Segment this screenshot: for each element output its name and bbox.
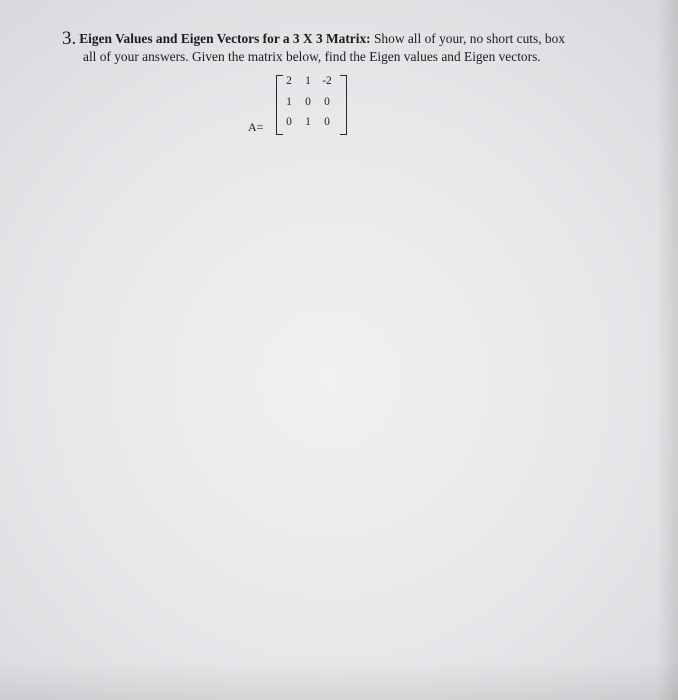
matrix-right-bracket <box>340 75 347 135</box>
matrix-cell: 2 <box>286 75 292 87</box>
problem-number: 3. <box>62 28 77 49</box>
matrix-cell: 1 <box>305 116 311 128</box>
matrix-cell: -2 <box>322 75 332 87</box>
matrix-cell: 1 <box>286 96 292 108</box>
matrix-cell: 0 <box>324 96 330 108</box>
page-bottom-shadow <box>0 660 678 700</box>
matrix-label: A= <box>248 120 264 134</box>
matrix-cell: 0 <box>286 116 292 128</box>
problem-heading: Eigen Values and Eigen Vectors for a 3 X 3 Matrix: <box>79 31 371 46</box>
matrix-cell: 0 <box>324 116 330 128</box>
matrix-cell: 0 <box>305 96 311 108</box>
problem-instructions-1: Show all of your, no short cuts, box <box>373 31 565 46</box>
matrix-a <box>248 72 358 140</box>
problem-line-1 <box>62 30 622 48</box>
page-edge-shadow <box>656 0 678 700</box>
matrix-cell: 1 <box>305 75 311 87</box>
problem-instructions-2: all of your answers. Given the matrix below, find the Eigen values and Eigen vectors. <box>83 49 541 64</box>
problem-statement <box>62 28 622 64</box>
